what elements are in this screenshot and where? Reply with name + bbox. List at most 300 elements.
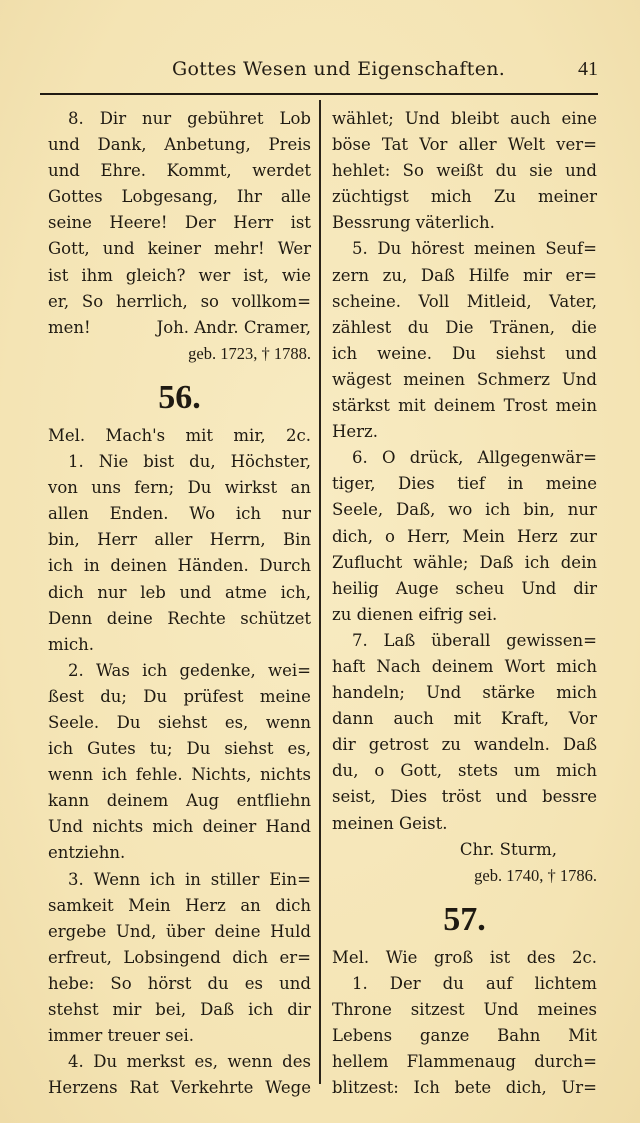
text-line: [48, 867, 311, 893]
word: Herr: [233, 213, 274, 233]
word: die: [571, 317, 597, 337]
hymn-melody: [48, 423, 311, 449]
word: dich,: [505, 1078, 547, 1098]
text-line: [332, 997, 597, 1023]
word: über: [165, 921, 205, 941]
text-line: [48, 158, 311, 184]
word: 1.: [352, 973, 368, 993]
word: ich,: [280, 582, 311, 602]
word: Vor: [419, 135, 448, 155]
word: entfliehn: [236, 791, 311, 811]
word: in: [83, 556, 100, 576]
word: Du: [186, 739, 211, 759]
hymn-number: 56.: [158, 378, 201, 416]
word: So: [110, 973, 132, 993]
word: wählet;: [332, 109, 394, 128]
word: lichtem: [534, 973, 597, 993]
word: auf: [485, 973, 513, 993]
word: Flammenaug: [406, 1052, 516, 1072]
word: Mel.: [48, 425, 86, 445]
word: Nach: [376, 656, 421, 676]
word: er=: [565, 265, 597, 285]
word: Mach's: [105, 425, 166, 445]
word: getrost: [368, 735, 429, 755]
word: Mel.: [332, 947, 370, 967]
word: vollkom=: [231, 291, 311, 311]
word: fehle.: [135, 765, 183, 785]
word: Dank,: [97, 135, 147, 155]
word: meinen: [403, 369, 465, 389]
word: hehlet:: [332, 161, 391, 181]
word: Wie: [385, 947, 418, 967]
word: ver=: [556, 135, 597, 155]
text-line: Herz.: [332, 422, 378, 442]
word: prüfest: [183, 686, 244, 706]
text-line: [332, 497, 597, 523]
word: Kommt,: [166, 161, 232, 181]
word: er,: [48, 291, 70, 311]
word: dein: [560, 552, 597, 572]
text-line: [48, 606, 311, 632]
word: Herz: [185, 895, 226, 915]
word: bete: [454, 1078, 492, 1098]
word: tiger,: [332, 474, 376, 494]
word: des: [282, 1052, 311, 1072]
word: ihm: [81, 265, 113, 285]
word: meiner: [538, 187, 597, 207]
word: Heere!: [109, 213, 168, 233]
author-name: Joh. Andr. Cramer,: [156, 317, 311, 337]
word: ßest: [48, 686, 84, 706]
word: ich: [332, 343, 358, 363]
word: du: [495, 161, 517, 181]
word: stärkst: [332, 396, 390, 416]
text-line: [48, 893, 311, 919]
word: So: [402, 161, 424, 181]
word: mir: [523, 265, 552, 285]
word: es,: [224, 712, 249, 732]
word: Der: [389, 973, 421, 993]
word: Auge: [395, 578, 439, 598]
word: samkeit: [48, 895, 114, 915]
text-line: entziehn.: [48, 843, 126, 863]
word: Enden.: [109, 504, 169, 524]
word: Herz: [516, 526, 558, 546]
word: Anbetung,: [164, 135, 251, 155]
word: Seuf=: [545, 239, 597, 259]
word: Preis: [268, 135, 311, 155]
word: eine: [561, 109, 597, 128]
word: dich,: [332, 526, 373, 546]
text-line-with-author: [48, 315, 311, 341]
word: wer: [198, 265, 231, 285]
word: hebe:: [48, 973, 95, 993]
word: bessre: [542, 787, 597, 807]
word: ich: [485, 500, 511, 520]
word: an: [240, 895, 261, 915]
word: gebühret: [187, 109, 264, 128]
word: seist,: [332, 787, 376, 807]
word: wenn: [265, 712, 311, 732]
word: Gottes: [48, 187, 103, 207]
word: Ihr: [236, 187, 262, 207]
word: Durch: [259, 556, 311, 576]
word: zählest: [332, 317, 392, 337]
word: Seele,: [332, 500, 384, 520]
word: Du: [187, 478, 212, 498]
word: wirkst: [224, 478, 278, 498]
word: ich: [142, 660, 168, 680]
word: mir,: [233, 425, 266, 445]
word: nur: [567, 500, 597, 520]
word: du;: [100, 686, 127, 706]
page-number: 41: [578, 58, 598, 80]
text-line: [332, 706, 597, 732]
word: zu,: [382, 265, 408, 285]
word: du: [442, 973, 464, 993]
word: deinen: [110, 556, 167, 576]
word: handeln;: [332, 683, 405, 703]
word: tief: [457, 474, 486, 494]
hymn-number: 57.: [443, 900, 486, 938]
word: und: [48, 135, 80, 155]
word: durch=: [534, 1052, 597, 1072]
text-line: [48, 106, 311, 132]
word: mehr!: [214, 239, 265, 259]
word: Rechte: [167, 608, 226, 628]
word: Tat: [381, 135, 409, 155]
word: Daß: [479, 552, 514, 572]
word: mich: [556, 683, 597, 703]
word: Vater,: [549, 291, 597, 311]
author-name: Chr. Sturm,: [459, 839, 557, 859]
word: in: [185, 869, 201, 889]
text-line: [332, 654, 597, 680]
word: 5.: [352, 239, 368, 259]
text-line: [332, 132, 597, 158]
word: zu: [441, 735, 461, 755]
word: Du: [143, 686, 168, 706]
running-title: Gottes Wesen und Eigenschaften.: [172, 58, 506, 80]
word: Mitleid,: [466, 291, 532, 311]
word: Ein=: [269, 869, 311, 889]
word: siehst: [158, 712, 208, 732]
word: mein: [555, 396, 597, 416]
word: ist: [48, 265, 69, 285]
word: Und,: [115, 921, 157, 941]
text-line: [48, 263, 311, 289]
word: 3.: [68, 869, 84, 889]
word: ist,: [243, 265, 269, 285]
word: herrlich,: [115, 291, 188, 311]
word: groß: [433, 947, 474, 967]
word: Du: [377, 239, 402, 259]
word: zur: [569, 526, 597, 546]
word: ich: [48, 739, 74, 759]
text-line: meinen Geist.: [332, 813, 448, 833]
word: Du: [116, 712, 141, 732]
word: ich: [235, 504, 261, 524]
word: deiner: [202, 817, 257, 837]
text-line: zu dienen eifrig sei.: [332, 604, 498, 624]
word: ich: [150, 869, 176, 889]
text-line: [332, 732, 597, 758]
word: Nie: [98, 452, 129, 472]
word: Herzens: [48, 1078, 118, 1098]
text-line: [332, 576, 597, 602]
word: alle: [280, 187, 311, 207]
word: mich: [556, 761, 597, 781]
word: allen: [48, 504, 89, 524]
running-head: [40, 58, 598, 88]
word: Dies: [390, 787, 428, 807]
word: Daß: [562, 735, 597, 755]
text-line: [48, 710, 311, 736]
word: es: [244, 973, 264, 993]
word: gewissen=: [506, 630, 597, 650]
text-line: [332, 1075, 597, 1101]
word: dir: [573, 578, 597, 598]
word: Wo: [189, 504, 216, 524]
word: Daß,: [396, 500, 436, 520]
text-line: [332, 971, 597, 997]
word: dich: [275, 895, 311, 915]
text-line: [332, 758, 597, 784]
word: gleich?: [125, 265, 186, 285]
text-fragment: men!: [48, 317, 91, 337]
word: auch: [393, 709, 434, 729]
word: 2c.: [285, 425, 311, 445]
text-line: [332, 628, 597, 654]
word: Und: [426, 683, 462, 703]
word: dann: [332, 709, 374, 729]
text-line: [48, 997, 311, 1023]
word: Lebens: [332, 1026, 393, 1046]
text-line: Bessrung väterlich.: [332, 213, 495, 233]
word: 8.: [68, 109, 84, 128]
word: du,: [189, 452, 216, 472]
text-line: [48, 210, 311, 236]
text-line: [332, 341, 597, 367]
word: Huld: [270, 921, 311, 941]
word: hörest: [410, 239, 465, 259]
word: stärke: [482, 683, 535, 703]
word: haft: [332, 656, 366, 676]
word: leb: [140, 582, 166, 602]
word: überall: [431, 630, 491, 650]
word: Throne: [332, 1000, 392, 1019]
word: Lobgesang,: [121, 187, 219, 207]
word: 6.: [352, 448, 368, 468]
word: ich: [48, 556, 74, 576]
word: stiller: [210, 869, 260, 889]
word: und: [179, 582, 212, 602]
text-line: [48, 1075, 311, 1101]
word: stehst: [48, 1000, 99, 1019]
word: meinen: [473, 239, 536, 259]
word: sitzest: [410, 1000, 465, 1019]
word: Mein: [462, 526, 505, 546]
word: kann: [48, 791, 90, 811]
text-line: [48, 527, 311, 553]
word: Die: [445, 317, 474, 337]
word: siehst: [224, 739, 274, 759]
text-line: [332, 158, 597, 184]
column-divider: [319, 100, 321, 1084]
word: ich: [248, 1000, 274, 1019]
word: Daß: [420, 265, 455, 285]
word: 2c.: [572, 947, 597, 967]
text-line: [332, 1049, 597, 1075]
word: 7.: [352, 630, 368, 650]
word: Ich: [413, 1078, 440, 1098]
word: Hilfe: [468, 265, 510, 285]
word: Wenn: [93, 869, 141, 889]
word: 2.: [68, 660, 84, 680]
word: Und: [48, 817, 84, 837]
word: erfreut,: [48, 947, 112, 967]
word: bleibt: [451, 109, 500, 128]
word: ist: [290, 213, 311, 233]
word: dich: [232, 947, 268, 967]
word: bist: [143, 452, 175, 472]
word: von: [48, 478, 78, 498]
word: Ehre.: [100, 161, 147, 181]
word: Tränen,: [489, 317, 555, 337]
word: und: [565, 161, 597, 181]
text-line: [332, 445, 597, 471]
text-line: [332, 263, 597, 289]
word: aller: [458, 135, 497, 155]
word: stets: [457, 761, 498, 781]
word: blitzest:: [332, 1078, 399, 1098]
word: nichts: [260, 765, 311, 785]
word: und: [279, 973, 311, 993]
word: heilig: [332, 578, 379, 598]
text-line: [332, 550, 597, 576]
word: Aug: [185, 791, 220, 811]
word: Laß: [383, 630, 416, 650]
word: Und: [483, 1000, 519, 1019]
word: und: [495, 787, 528, 807]
word: keiner: [147, 239, 201, 259]
word: du: [207, 973, 229, 993]
word: Seele.: [48, 712, 100, 732]
word: mich: [556, 656, 597, 676]
text-line: [332, 106, 597, 132]
word: wei=: [267, 660, 311, 680]
word: ganze: [419, 1026, 470, 1046]
word: deinem: [106, 791, 169, 811]
word: o: [374, 761, 385, 781]
text-line: mich.: [48, 634, 95, 654]
word: Dir: [99, 109, 127, 128]
word: O: [381, 448, 396, 468]
word: in: [507, 474, 524, 494]
word: Schmerz: [476, 369, 550, 389]
text-line: [48, 762, 311, 788]
word: fern;: [134, 478, 175, 498]
word: Und: [521, 578, 557, 598]
word: tröst: [441, 787, 482, 807]
word: ist: [489, 947, 511, 967]
word: ich: [101, 765, 128, 785]
author-dates: geb. 1723, † 1788.: [188, 343, 311, 363]
word: mit: [185, 425, 214, 445]
right-column: [332, 106, 597, 1101]
word: mit: [453, 709, 482, 729]
text-line: [48, 475, 311, 501]
word: auch: [510, 109, 551, 128]
text-line: [48, 289, 311, 315]
word: uns: [91, 478, 121, 498]
word: Vor: [568, 709, 597, 729]
word: Lobsingend: [123, 947, 221, 967]
word: siehst: [495, 343, 546, 363]
word: züchtigst: [332, 187, 409, 207]
word: schützet: [240, 608, 311, 628]
word: So: [81, 291, 104, 311]
word: es,: [194, 1052, 218, 1072]
word: mich: [430, 187, 472, 207]
word: dir: [287, 1000, 311, 1019]
header-rule: [40, 93, 598, 95]
text-line: [332, 315, 597, 341]
word: meine: [259, 686, 311, 706]
text-line: [332, 680, 597, 706]
word: ergebe: [48, 921, 107, 941]
word: Rat: [129, 1078, 159, 1098]
text-line: [332, 289, 597, 315]
word: Zu: [493, 187, 516, 207]
text-line: [332, 393, 597, 419]
word: wo: [448, 500, 473, 520]
word: Ur=: [561, 1078, 597, 1098]
word: o: [384, 526, 395, 546]
word: um: [513, 761, 541, 781]
word: mich: [152, 817, 194, 837]
text-line: [332, 367, 597, 393]
word: tu;: [149, 739, 173, 759]
word: Zuflucht: [332, 552, 403, 572]
word: so: [200, 291, 219, 311]
word: wägest: [332, 369, 392, 389]
text-line: [48, 658, 311, 684]
word: zern: [332, 265, 369, 285]
word: wähle;: [413, 552, 469, 572]
text-line: [332, 471, 597, 497]
word: sie: [529, 161, 553, 181]
word: nur: [142, 109, 172, 128]
word: meines: [537, 1000, 597, 1019]
word: Du: [452, 343, 476, 363]
word: wie: [281, 265, 311, 285]
word: ich: [524, 552, 550, 572]
word: atme: [225, 582, 267, 602]
word: wenn: [48, 765, 94, 785]
word: deine: [214, 921, 261, 941]
word: deinem: [431, 656, 494, 676]
word: Daß: [200, 1000, 235, 1019]
word: bin,: [523, 500, 555, 520]
text-line: [332, 236, 597, 262]
text-line: [48, 788, 311, 814]
text-line: [48, 580, 311, 606]
word: mir: [112, 1000, 142, 1019]
word: Wer: [277, 239, 311, 259]
text-line: [48, 184, 311, 210]
word: Wort: [504, 656, 545, 676]
